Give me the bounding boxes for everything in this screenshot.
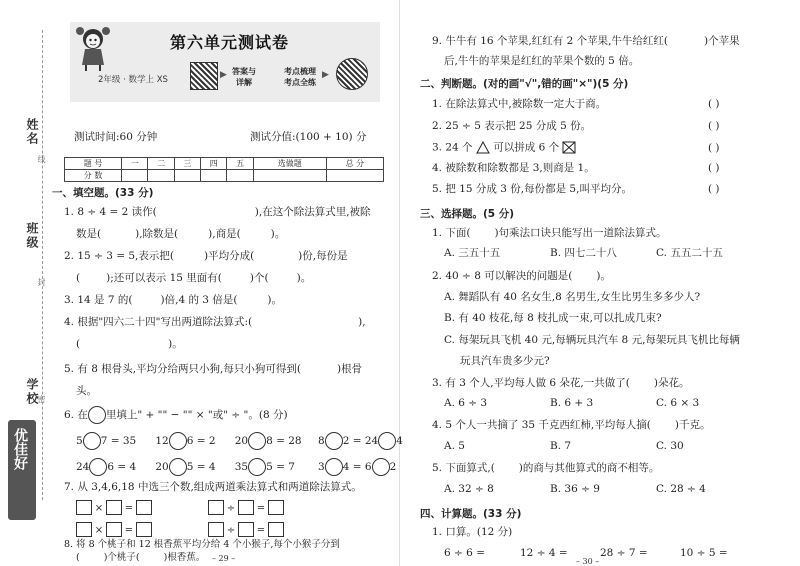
choice-4: 4. 5 个人一共摘了 35 千克西红柿,平均每人摘( )千克。 (432, 419, 711, 431)
answer-box[interactable] (106, 522, 122, 537)
section-choice: 三、选择题。(5 分) (420, 208, 515, 220)
section-calculation: 四、计算题。(33 分) (420, 508, 522, 520)
arrow-icon: ▶ (220, 70, 227, 80)
operator-slot[interactable] (248, 458, 266, 476)
choice-1-option[interactable]: A. 三五十五 (444, 247, 501, 259)
answer-box[interactable] (76, 522, 92, 537)
q1-line2: 数是( ),除数是( ),商是( )。 (76, 228, 286, 240)
calc-item: 28 ÷ 7 = (600, 547, 648, 559)
table-row (65, 170, 384, 182)
score-input[interactable] (122, 170, 148, 182)
choice-3-option[interactable]: A. 6 ÷ 3 (444, 397, 488, 409)
judge-2: 2. 25 ÷ 5 表示把 25 分成 5 份。 (432, 120, 592, 132)
judge-3: 3. 24 个 可以拼成 6 个 (432, 141, 576, 154)
judge-1: 1. 在除法算式中,被除数一定大于商。 (432, 98, 607, 110)
exam-score: 测试分值:(100 + 10) 分 (250, 131, 367, 143)
table-cell: 一 (122, 158, 148, 170)
judge-answer-slot[interactable]: ( ) (708, 98, 720, 110)
grade-label: 2年级 · 数学上 XS (98, 75, 168, 85)
page-number: – 30 – (576, 557, 600, 566)
q6-row2: 24 6 = 4 20 5 = 4 35 5 = 7 3 4 = 6 2 (76, 458, 396, 476)
choice-5-option[interactable]: C. 28 ÷ 4 (656, 483, 706, 495)
q2-line1: 2. 15 ÷ 3 = 5,表示把( )平均分成( )份,每份是 (64, 250, 348, 262)
q5-line2: 头。 (76, 385, 97, 397)
q7-div-row2: ÷ = (208, 522, 284, 537)
side-mark-secret: 密 (37, 395, 46, 403)
q7: 7. 从 3,4,6,18 中选三个数,组成两道乘法算式和两道除法算式。 (64, 481, 362, 493)
page-number: – 29 – (212, 554, 236, 563)
judge-answer-slot[interactable]: ( ) (708, 142, 720, 154)
q7-mul-row1: × = (76, 500, 152, 515)
choice-1-option[interactable]: B. 四七二十八 (550, 247, 617, 259)
q1-line1: 1. 8 ÷ 4 = 2 读作( ),在这个除法算式里,被除 (64, 206, 371, 218)
q2-line2: ( );还可以表示 15 里面有( )个( )。 (76, 272, 312, 284)
table-cell: 分 数 (65, 170, 122, 182)
answer-box[interactable] (106, 500, 122, 515)
judge-answer-slot[interactable]: ( ) (708, 120, 720, 132)
answer-box[interactable] (268, 500, 284, 515)
crossed-square-icon (562, 141, 576, 154)
operator-slot[interactable] (372, 458, 390, 476)
q5-line1: 5. 有 8 根骨头,平均分给两只小狗,每只小狗可得到( )根骨 (64, 363, 363, 375)
side-label-class: 班级 (25, 222, 39, 250)
score-table (64, 157, 384, 182)
answer-tab: 答案与 (232, 67, 256, 76)
q3: 3. 14 是 7 的( )倍,4 的 3 倍是( )。 (64, 294, 283, 306)
score-input[interactable] (148, 170, 174, 182)
calc-item: 10 ÷ 5 = (680, 547, 728, 559)
q9-line1: 9. 牛牛有 16 个苹果,红红有 2 个苹果,牛牛给红红( )个苹果 (432, 35, 740, 47)
section-fill-blank: 一、填空题。(33 分) (52, 187, 154, 199)
operator-slot[interactable] (378, 432, 396, 450)
table-row (65, 158, 384, 170)
operator-slot[interactable] (89, 458, 107, 476)
cartoon-girl-icon (74, 25, 112, 71)
q9-line2: 后,牛牛的苹果是红红的苹果个数的 5 倍。 (444, 55, 640, 67)
table-cell: 题 号 (65, 158, 122, 170)
circle-blank-icon (88, 406, 106, 424)
side-mark-seal: 封 (37, 278, 46, 286)
brand-logo: 优佳好 (12, 428, 28, 470)
table-cell: 总 分 (326, 158, 383, 170)
table-cell: 二 (148, 158, 174, 170)
choice-2-option-cont: 玩具汽车贵多少元? (460, 355, 550, 367)
section-true-false: 二、判断题。(对的画"√",错的画"×")(5 分) (420, 78, 629, 90)
judge-answer-slot[interactable]: ( ) (708, 183, 720, 195)
choice-2-option[interactable]: B. 有 40 枝花,每 8 枝扎成一束,可以扎成几束? (444, 312, 662, 324)
review-tab-sub: 考点全练 (284, 78, 316, 87)
calc-oral: 1. 口算。(12 分) (432, 526, 513, 538)
score-input[interactable] (326, 170, 383, 182)
qr-code-icon (190, 62, 218, 90)
choice-3: 3. 有 3 个人,平均每人做 6 朵花,一共做了( )朵花。 (432, 377, 690, 389)
q7-mul-row2: × = (76, 522, 152, 537)
table-cell: 三 (174, 158, 200, 170)
operator-slot[interactable] (169, 432, 187, 450)
arrow-icon: ▶ (322, 70, 329, 80)
score-input[interactable] (174, 170, 200, 182)
choice-2-option[interactable]: C. 每架玩具飞机 40 元,每辆玩具汽车 8 元,每架玩具飞机比每辆 (444, 334, 740, 346)
q8-line1: 8. 将 8 个桃子和 12 根香蕉平均分给 4 个小猴子,每个小猴子分到 (64, 539, 340, 550)
q4-line1: 4. 根据"四六二十四"写出两道除法算式:( ), (64, 316, 366, 328)
qr-code-round-icon (336, 58, 368, 90)
answer-box[interactable] (238, 500, 254, 515)
choice-5-option[interactable]: B. 36 ÷ 9 (550, 483, 600, 495)
binding-line (42, 30, 43, 500)
operator-slot[interactable] (325, 432, 343, 450)
answer-box[interactable] (268, 522, 284, 537)
judge-5: 5. 把 15 分成 3 份,每份都是 5,叫平均分。 (432, 183, 632, 195)
choice-3-option[interactable]: C. 6 × 3 (656, 397, 700, 409)
q8-line2: ( )个桃子( )根香蕉。 (76, 552, 206, 563)
operator-slot[interactable] (83, 432, 101, 450)
answer-tab-sub: 详解 (236, 78, 252, 87)
operator-slot[interactable] (169, 458, 187, 476)
q7-div-row1: ÷ = (208, 500, 284, 515)
answer-box[interactable] (238, 522, 254, 537)
review-tab: 考点梳理 (284, 67, 316, 76)
choice-4-option[interactable]: B. 7 (550, 440, 572, 452)
triangle-icon (476, 141, 490, 154)
side-label-school: 学校 (25, 378, 39, 406)
table-cell: 四 (201, 158, 227, 170)
table-cell: 五 (227, 158, 253, 170)
score-input[interactable] (227, 170, 253, 182)
choice-5: 5. 下面算式,( )的商与其他算式的商不相等。 (432, 462, 660, 474)
page-30 (400, 0, 800, 566)
answer-box[interactable] (76, 500, 92, 515)
choice-2: 2. 40 ÷ 8 可以解决的问题是( )。 (432, 270, 611, 282)
score-input[interactable] (201, 170, 227, 182)
table-cell: 选做题 (253, 158, 326, 170)
side-label-name: 姓名 (25, 118, 39, 146)
choice-2-option[interactable]: A. 舞蹈队有 40 名女生,8 名男生,女生比男生多多少人? (444, 291, 701, 303)
q6-row1: 5 7 = 35 12 6 = 2 20 8 = 28 8 2 = 24 4 (76, 432, 403, 450)
exam-title: 第六单元测试卷 (170, 33, 290, 52)
score-input[interactable] (253, 170, 326, 182)
answer-box[interactable] (208, 522, 224, 537)
operator-slot[interactable] (325, 458, 343, 476)
judge-answer-slot[interactable]: ( ) (708, 162, 720, 174)
choice-1-option[interactable]: C. 五五二十五 (656, 247, 723, 259)
choice-4-option[interactable]: C. 30 (656, 440, 684, 452)
exam-time: 测试时间:60 分钟 (74, 131, 158, 143)
q4-line2: ( )。 (76, 338, 183, 350)
calc-item: 6 ÷ 6 = (444, 547, 485, 559)
side-mark-line: 线 (37, 155, 46, 163)
choice-1: 1. 下面( )句乘法口诀只能写出一道除法算式。 (432, 227, 667, 239)
judge-4: 4. 被除数和除数都是 3,则商是 1。 (432, 162, 595, 174)
answer-box[interactable] (136, 500, 152, 515)
choice-4-option[interactable]: A. 5 (444, 440, 465, 452)
q6-title: 6. 在 里填上" + "" − "" × "或" ÷ "。(8 分) (64, 406, 288, 424)
answer-box[interactable] (136, 522, 152, 537)
choice-5-option[interactable]: A. 32 ÷ 8 (444, 483, 494, 495)
answer-box[interactable] (208, 500, 224, 515)
calc-item: 12 ÷ 4 = (520, 547, 568, 559)
operator-slot[interactable] (248, 432, 266, 450)
choice-3-option[interactable]: B. 6 + 3 (550, 397, 594, 409)
